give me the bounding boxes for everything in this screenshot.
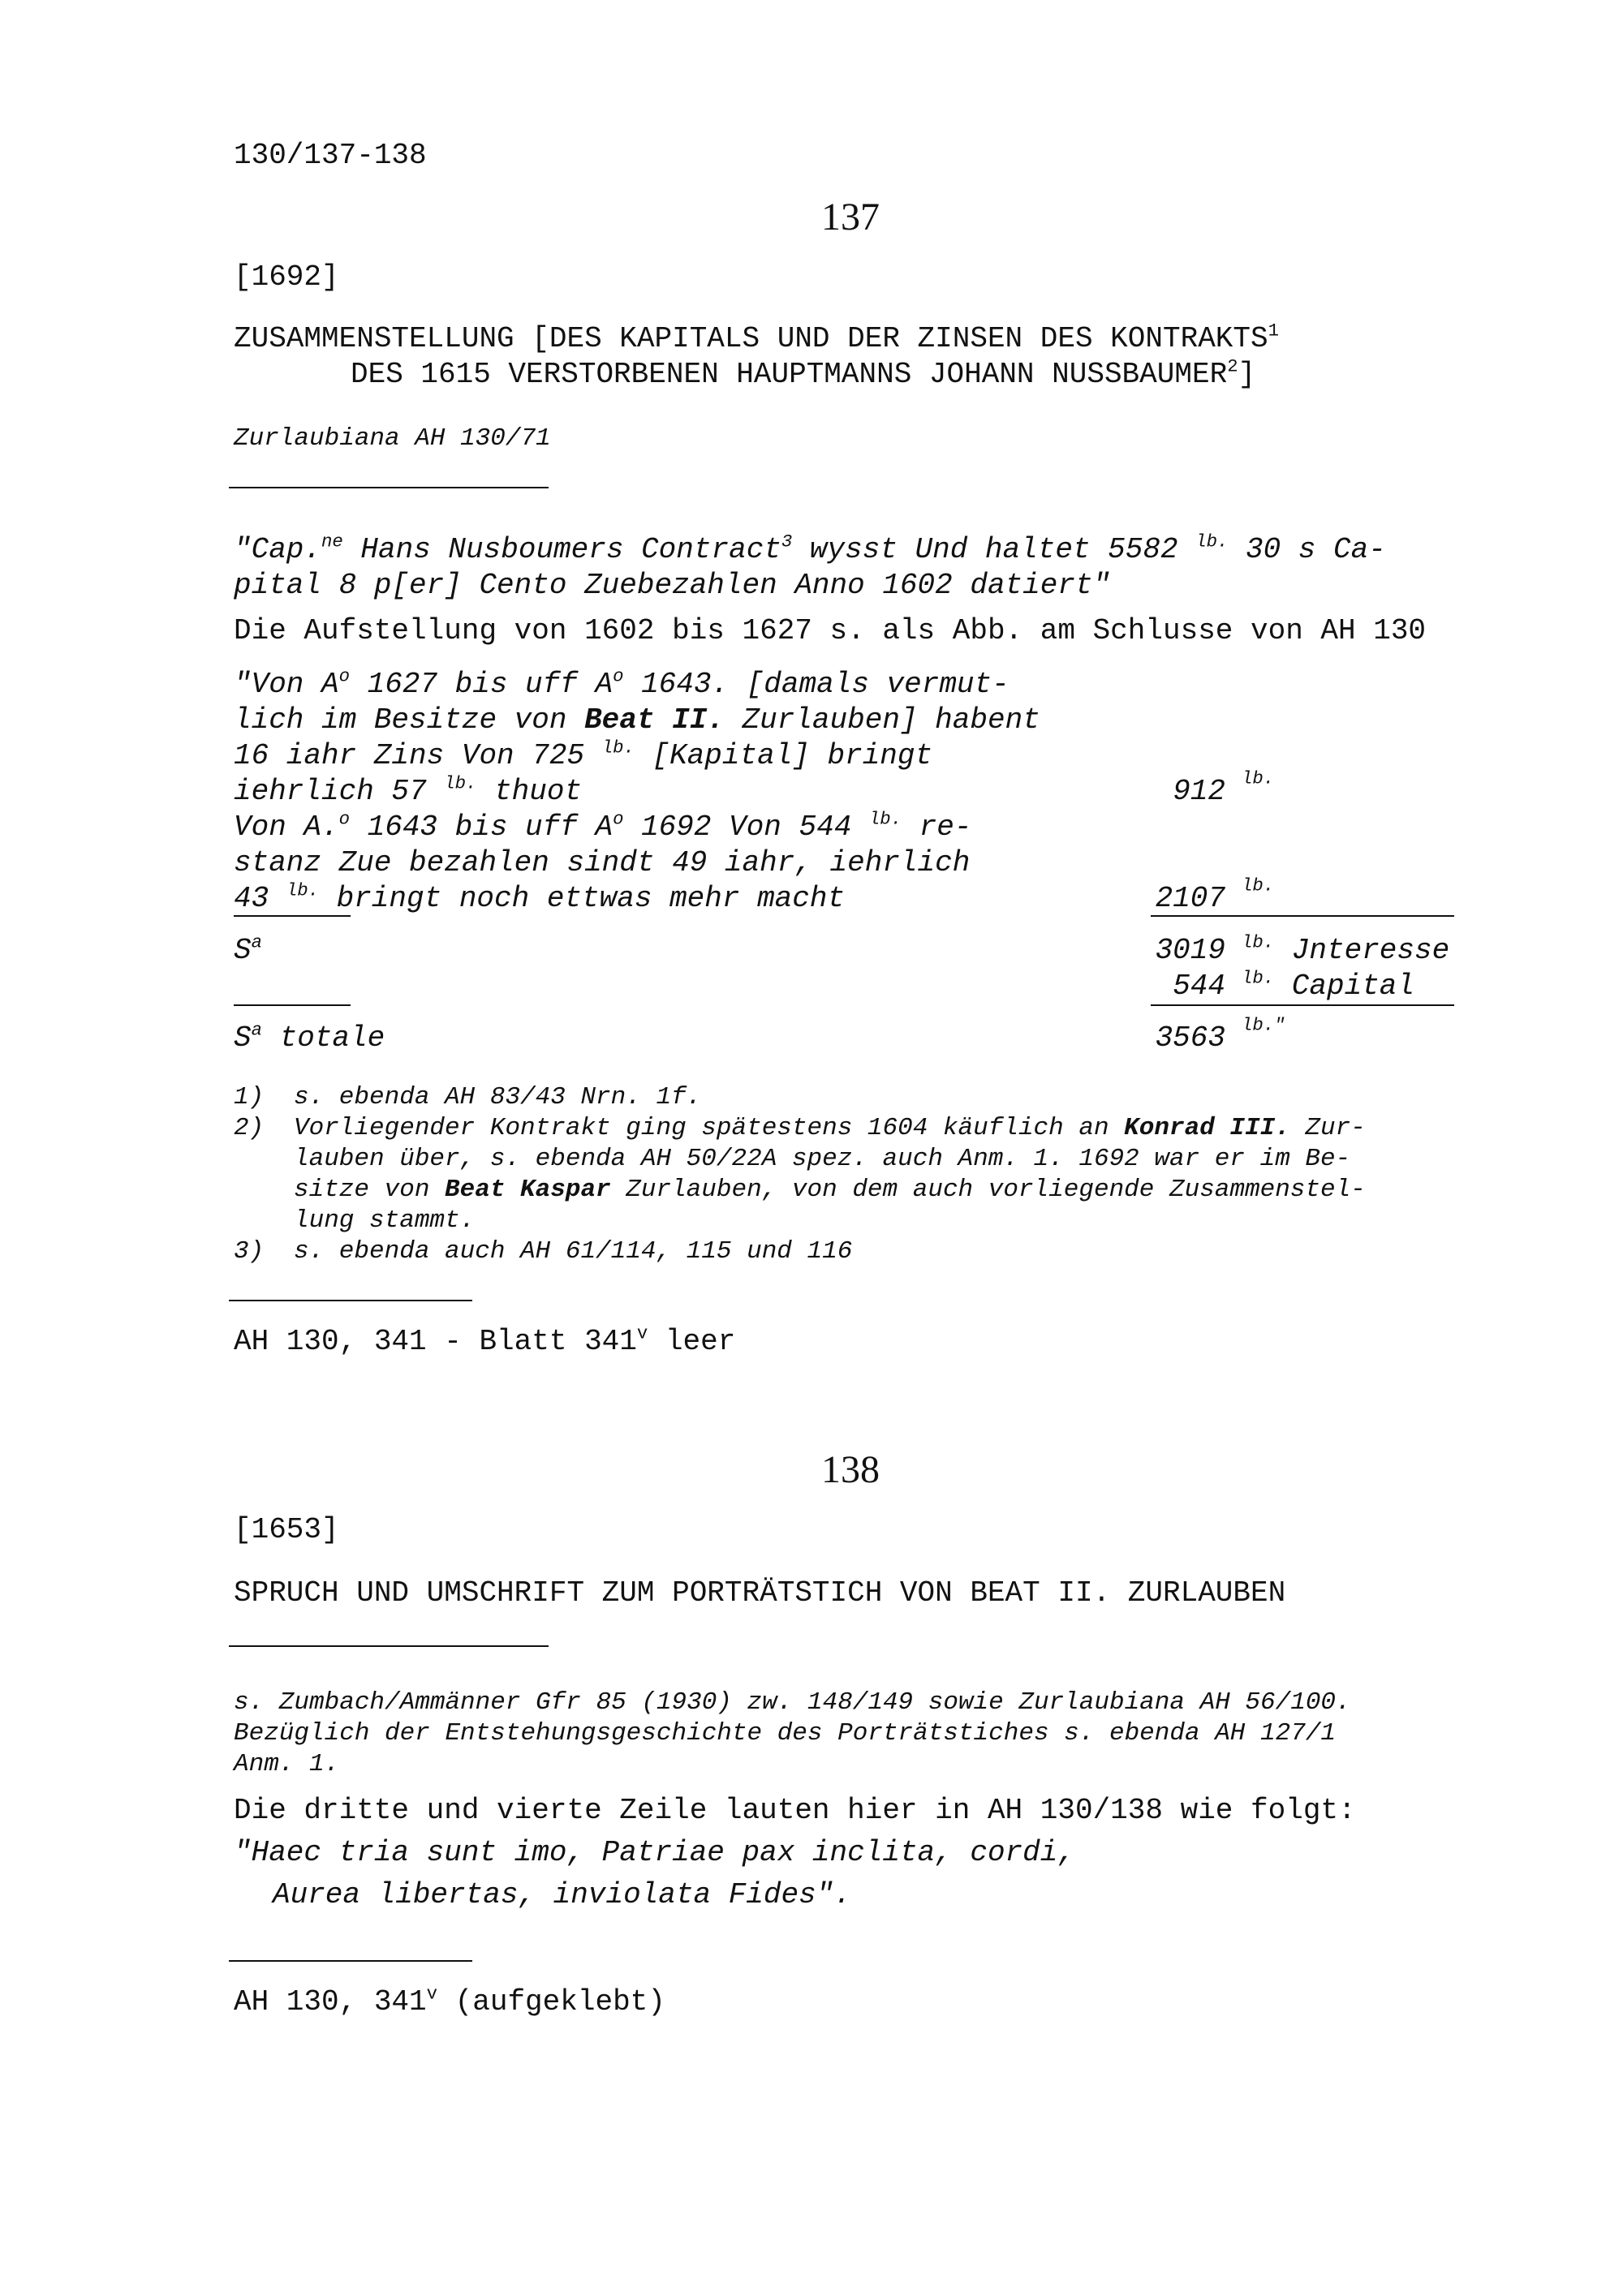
document-title-138: SPRUCH UND UMSCHRIFT ZUM PORTRÄTSTICH VON BEAT II. ZURLAUBEN <box>234 1576 1286 1610</box>
source-line3-138: Anm. 1. <box>234 1750 340 1778</box>
account-line3: 16 iahr Zins Von 725 $^{lb.}$ [Kapital] bringt <box>234 737 933 772</box>
source-line1-138: s. Zumbach/Ammänner Gfr 85 (1930) zw. 148/149 sowie Zurlaubiana AH 56/100. <box>234 1688 1351 1717</box>
account-line5: Von A.$^o$ 1643 bis uff $A^o$ 1692 Von 544 $^{lb.}$ re- <box>234 808 972 844</box>
page-reference: 130/137-138 <box>234 139 427 172</box>
divider <box>229 1960 472 1962</box>
amount-912: 912 <box>1173 775 1225 808</box>
account-line2: lich im Besitze von Beat II. Zurlauben] habent <box>234 703 1040 737</box>
total-rule <box>1151 1004 1454 1006</box>
source-reference-137: Zurlaubiana AH 130/71 <box>234 424 551 453</box>
footnote-1: s. ebenda AH 83/43 Nrn. 1f. <box>294 1083 702 1111</box>
total-left-rule <box>234 1004 351 1006</box>
divider <box>229 1645 549 1647</box>
source-line2-138: Bezüglich der Entstehungsgeschichte des Porträtstiches s. ebenda AH 127/1 <box>234 1719 1337 1748</box>
editorial-note-137: Die Aufstellung von 1602 bis 1627 s. als Abb. am Schlusse von AH 130 <box>234 614 1427 647</box>
divider <box>229 1300 472 1301</box>
folio-locator-138: AH 130, 341$^v$ (aufgeklebt) <box>234 1983 665 2019</box>
account-line4: iehrlich 57 $^{lb.}$ thuot <box>234 772 583 808</box>
document-title-137-line2: DES 1615 VERSTORBENEN HAUPTMANNS JOHANN NUSSBAUMER$^2$] <box>351 355 1256 391</box>
editorial-note-138: Die dritte und vierte Zeile lauten hier in AH 130/138 wie folgt: <box>234 1794 1356 1827</box>
document-title-137-line1: ZUSAMMENSTELLUNG [DES KAPITALS UND DER ZINSEN DES KONTRAKTS$^1$ <box>234 320 1279 355</box>
footnote-2-number: 2) <box>234 1114 265 1142</box>
document-date-137: [1692] <box>234 260 339 294</box>
unit-lb: lb. <box>1242 875 1275 896</box>
verse-line2: Aurea libertas, inviolata Fides". <box>273 1878 851 1911</box>
footnote-3: s. ebenda auch AH 61/114, 115 und 116 <box>294 1237 853 1266</box>
total-unit: lb." <box>1242 1014 1285 1036</box>
verse-line1: "Haec tria sunt imo, Patriae pax inclita, cordi, <box>234 1836 1075 1869</box>
quote-line1: "Cap.$^{ne}$ Hans Nusboumers Contract$^3$ wysst Und haltet 5582 $^{lb.}$ 30 s Ca- <box>234 531 1386 566</box>
footnote-2-line4: lung stammt. <box>294 1206 476 1235</box>
footnote-2-line3: sitze von Beat Kaspar Zurlauben, von dem auch vorliegende Zusammenstel- <box>294 1176 1366 1204</box>
footnote-2-line1: Vorliegender Kontrakt ging spätestens 1604 käuflich an Konrad III. Zur- <box>294 1114 1366 1142</box>
document-number-138: 138 <box>821 1448 880 1491</box>
amount-2107: 2107 <box>1155 882 1225 915</box>
document-date-138: [1653] <box>234 1513 339 1546</box>
sum-rule <box>1151 915 1454 917</box>
amount-544: 544 <box>1173 970 1225 1003</box>
footnote-2-line2: lauben über, s. ebenda AH 50/22A spez. auch Anm. 1. 1692 war er im Be- <box>294 1145 1351 1173</box>
account-line1: "Von $A^o$ 1627 bis uff $A^o$ 1643. [damals vermut- <box>234 665 1010 701</box>
footnote-1-number: 1) <box>234 1083 265 1111</box>
total-label: $S^a$ totale <box>234 1019 385 1055</box>
footnote-3-number: 3) <box>234 1237 265 1266</box>
capital-label: $^{lb.}$ Capital <box>1242 967 1415 1003</box>
underline-43 <box>234 915 351 917</box>
divider <box>229 487 549 488</box>
quote-line2: pital 8 p[er] Cento Zuebezahlen Anno 1602 datiert" <box>234 569 1111 602</box>
amount-3019: 3019 <box>1155 934 1225 967</box>
document-number-137: 137 <box>821 196 880 239</box>
account-line6: stanz Zue bezahlen sindt 49 iahr, iehrlich <box>234 846 971 879</box>
account-line7: 43 $^{lb.}$ bringt noch ettwas mehr macht <box>234 879 846 915</box>
folio-locator-137: AH 130, 341 - Blatt 341$^v$ leer <box>234 1322 736 1358</box>
amount-3563: 3563 <box>1155 1021 1225 1055</box>
unit-lb: lb. <box>1242 767 1275 789</box>
interest-label: $^{lb.}$ Jnteresse <box>1242 931 1450 967</box>
sum-label: $S^a$ <box>234 931 262 967</box>
